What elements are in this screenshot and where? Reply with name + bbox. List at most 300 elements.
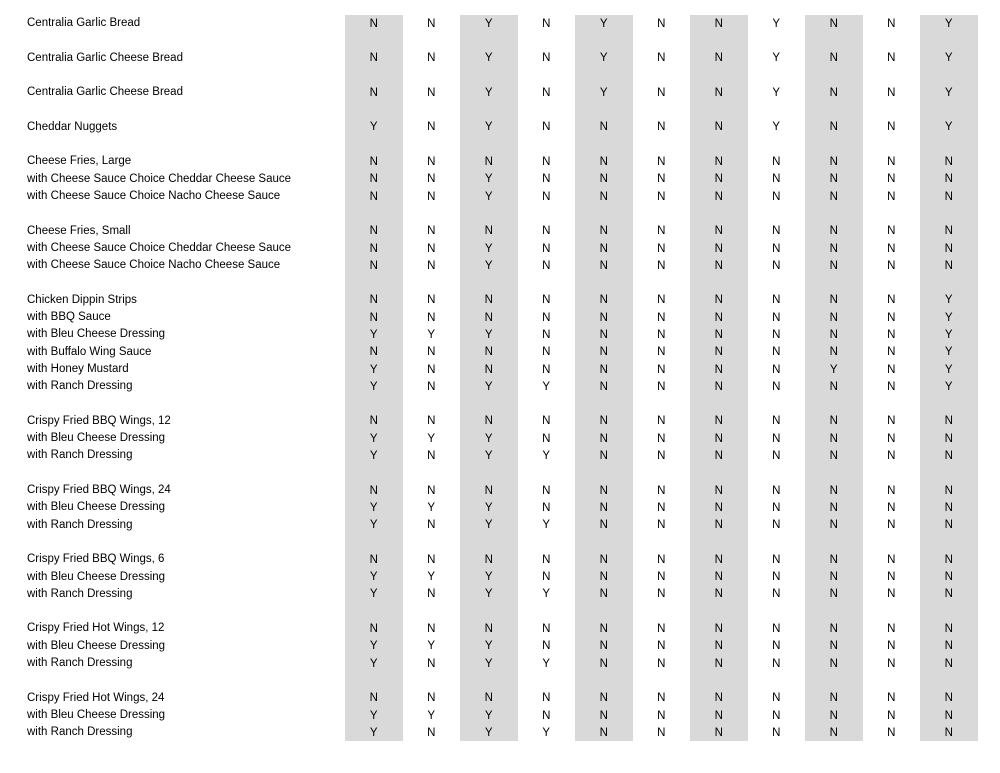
cell-value: N [805,326,863,343]
cell-value: N [805,690,863,707]
cell-value: N [690,551,748,568]
spacer-cell [518,465,576,482]
cell-value: Y [345,378,403,395]
cell-value: N [427,242,436,255]
cell-value: Y [345,447,403,464]
spacer-cell [345,136,403,153]
spacer-cell [920,603,978,620]
row-item-label: with Ranch Dressing [27,726,133,739]
cell-value: N [542,121,551,134]
cell-value: N [657,519,666,532]
table-row [0,517,1000,534]
cell-value: N [345,84,403,101]
row-item-label: with Ranch Dressing [27,587,133,600]
spacer-cell [920,534,978,551]
cell-value: N [772,311,781,324]
row-item-label: Crispy Fried BBQ Wings, 6 [27,553,165,566]
table-row [0,50,1000,67]
row-item-label: with Cheese Sauce Choice Cheddar Cheese Sauce [27,172,292,185]
cell-value: N [772,346,781,359]
spacer-row [0,67,1000,84]
row-item-label: with Bleu Cheese Dressing [27,570,166,583]
cell-value: N [887,311,896,324]
spacer-cell [575,32,633,49]
table-row [0,257,1000,274]
cell-value: N [542,709,551,722]
cell-value: N [542,553,551,566]
spacer-cell [633,136,691,153]
cell-value: Y [460,84,518,101]
cell-value: Y [460,569,518,586]
cell-value: N [772,173,781,186]
cell-value: Y [460,517,518,534]
cell-value: N [805,586,863,603]
cell-value: N [575,119,633,136]
cell-value: N [887,225,896,238]
spacer-cell [920,396,978,413]
cell-value: N [575,430,633,447]
cell-value: N [690,50,748,67]
cell-value: N [772,415,781,428]
cell-value: N [772,380,781,393]
spacer-cell [575,672,633,689]
cell-value: Y [460,378,518,395]
cell-value: N [920,188,978,205]
cell-value: N [460,413,518,430]
cell-value: N [887,242,896,255]
spacer-cell [805,205,863,222]
cell-value: N [345,171,403,188]
cell-value: N [805,413,863,430]
spacer-cell [920,67,978,84]
spacer-cell [748,101,806,118]
cell-value: N [887,692,896,705]
table-row [0,690,1000,707]
spacer-cell [863,465,921,482]
spacer-cell [518,101,576,118]
spacer-cell [345,32,403,49]
cell-value: N [887,501,896,514]
cell-value: N [772,363,781,376]
cell-value: N [657,432,666,445]
cell-value: N [772,640,781,653]
cell-value: N [772,294,781,307]
cell-value: Y [345,724,403,741]
table-row [0,153,1000,170]
spacer-cell [863,603,921,620]
spacer-row [0,396,1000,413]
cell-value: Y [460,655,518,672]
spacer-cell [690,274,748,291]
cell-value: N [805,171,863,188]
cell-value: N [772,259,781,272]
spacer-cell [805,672,863,689]
cell-value: Y [920,309,978,326]
cell-value: N [805,84,863,101]
cell-value: N [345,240,403,257]
cell-value: Y [460,447,518,464]
cell-value: N [542,294,551,307]
spacer-cell [518,205,576,222]
cell-value: N [887,657,896,670]
cell-value: N [542,692,551,705]
row-item-label: with Cheese Sauce Choice Nacho Cheese Sauce [27,259,281,272]
spacer-cell [460,534,518,551]
cell-value: N [575,326,633,343]
spacer-cell [633,603,691,620]
cell-value: N [690,309,748,326]
cell-value: Y [345,430,403,447]
cell-value: N [427,519,436,532]
cell-value: N [887,623,896,636]
spacer-cell [748,672,806,689]
spacer-cell [690,396,748,413]
spacer-cell [575,396,633,413]
cell-value: Y [460,724,518,741]
cell-value: N [427,553,436,566]
cell-value: N [920,430,978,447]
cell-value: N [345,223,403,240]
table-row [0,292,1000,309]
spacer-cell [920,274,978,291]
cell-value: N [427,450,436,463]
cell-value: N [690,724,748,741]
cell-value: N [805,257,863,274]
spacer-cell [690,534,748,551]
spacer-cell [863,274,921,291]
spacer-cell [920,136,978,153]
row-item-label: Crispy Fried Hot Wings, 24 [27,691,165,704]
cell-value: N [460,292,518,309]
table-row [0,119,1000,136]
cell-value: N [345,50,403,67]
spacer-cell [633,672,691,689]
cell-value: Y [920,344,978,361]
cell-value: N [772,553,781,566]
cell-value: Y [460,15,518,32]
spacer-cell [633,32,691,49]
cell-value: N [657,52,666,65]
spacer-cell [920,32,978,49]
spacer-cell [748,67,806,84]
spacer-row [0,534,1000,551]
row-item-label: with Ranch Dressing [27,518,133,531]
cell-value: N [542,311,551,324]
spacer-cell [863,534,921,551]
cell-value: N [690,344,748,361]
spacer-cell [805,465,863,482]
cell-value: N [920,499,978,516]
cell-value: N [542,501,551,514]
cell-value: N [690,378,748,395]
cell-value: N [657,363,666,376]
cell-value: N [887,156,896,169]
cell-value: N [690,586,748,603]
cell-value: Y [920,326,978,343]
cell-value: N [690,84,748,101]
spacer-cell [633,67,691,84]
cell-value: N [690,292,748,309]
cell-value: N [772,657,781,670]
cell-value: Y [920,15,978,32]
cell-value: N [690,240,748,257]
cell-value: N [575,517,633,534]
cell-value: N [690,499,748,516]
table-row [0,344,1000,361]
cell-value: N [920,447,978,464]
cell-value: N [460,223,518,240]
cell-value: N [805,620,863,637]
cell-value: N [772,225,781,238]
cell-value: N [920,724,978,741]
cell-value: Y [542,726,551,739]
cell-value: Y [345,361,403,378]
spacer-cell [690,465,748,482]
spacer-cell [518,136,576,153]
table-row [0,223,1000,240]
spacer-cell [633,465,691,482]
cell-value: N [887,363,896,376]
cell-value: N [345,309,403,326]
cell-value: Y [460,50,518,67]
cell-value: N [460,620,518,637]
cell-value: N [657,571,666,584]
spacer-cell [920,672,978,689]
cell-value: N [887,415,896,428]
cell-value: N [575,153,633,170]
table-row [0,15,1000,32]
table-row [0,378,1000,395]
cell-value: N [345,15,403,32]
cell-value: Y [345,638,403,655]
table-row [0,655,1000,672]
cell-value: N [657,190,666,203]
cell-value: N [887,726,896,739]
cell-value: Y [920,292,978,309]
cell-value: Y [345,569,403,586]
row-item-label: with Ranch Dressing [27,449,133,462]
cell-value: N [920,586,978,603]
cell-value: N [575,240,633,257]
cell-value: N [690,707,748,724]
cell-value: Y [460,326,518,343]
spacer-cell [345,465,403,482]
table-row [0,361,1000,378]
spacer-cell [345,603,403,620]
cell-value: N [345,413,403,430]
cell-value: Y [345,499,403,516]
spacer-cell [403,534,461,551]
spacer-cell [748,136,806,153]
row-item-label: with Cheese Sauce Choice Cheddar Cheese Sauce [27,241,292,254]
spacer-cell [345,67,403,84]
cell-value: N [345,344,403,361]
cell-value: Y [460,257,518,274]
cell-value: Y [345,119,403,136]
cell-value: N [345,620,403,637]
cell-value: N [920,153,978,170]
cell-value: Y [460,240,518,257]
cell-value: N [920,171,978,188]
cell-value: N [657,380,666,393]
cell-value: N [805,517,863,534]
spacer-cell [920,101,978,118]
cell-value: N [542,623,551,636]
cell-value: N [805,50,863,67]
cell-value: N [657,657,666,670]
cell-value: N [920,655,978,672]
spacer-cell [460,465,518,482]
cell-value: N [772,588,781,601]
cell-value: N [427,623,436,636]
cell-value: Y [542,450,551,463]
spacer-cell [518,274,576,291]
spacer-cell [575,603,633,620]
cell-value: N [805,15,863,32]
spacer-cell [403,136,461,153]
cell-value: N [772,709,781,722]
spacer-cell [748,32,806,49]
cell-value: Y [772,86,781,99]
cell-value: Y [772,52,781,65]
cell-value: N [690,257,748,274]
cell-value: Y [460,499,518,516]
cell-value: Y [427,640,436,653]
cell-value: Y [427,432,436,445]
cell-value: Y [345,655,403,672]
spacer-cell [460,396,518,413]
cell-value: N [345,153,403,170]
spacer-cell [403,101,461,118]
cell-value: N [542,173,551,186]
row-item-label: with Bleu Cheese Dressing [27,501,166,514]
spacer-cell [920,205,978,222]
cell-value: N [657,259,666,272]
cell-value: N [887,640,896,653]
row-item-label: Centralia Garlic Bread [27,17,141,29]
spacer-cell [863,32,921,49]
row-item-label: Cheddar Nuggets [27,120,118,133]
cell-value: N [887,709,896,722]
cell-value: N [575,309,633,326]
spacer-cell [403,396,461,413]
spacer-row [0,274,1000,291]
cell-value: Y [345,707,403,724]
spacer-cell [633,396,691,413]
cell-value: N [690,223,748,240]
cell-value: N [772,328,781,341]
row-item-label: with Ranch Dressing [27,380,133,393]
spacer-cell [748,396,806,413]
cell-value: N [805,638,863,655]
cell-value: N [805,292,863,309]
spacer-cell [690,672,748,689]
cell-value: N [920,517,978,534]
spacer-row [0,101,1000,118]
cell-value: N [772,519,781,532]
row-item-label: with Bleu Cheese Dressing [27,708,166,721]
spacer-cell [403,67,461,84]
cell-value: N [542,415,551,428]
cell-value: Y [920,361,978,378]
cell-value: Y [427,501,436,514]
cell-value: N [805,378,863,395]
cell-value: N [887,259,896,272]
cell-value: N [542,259,551,272]
cell-value: Y [345,517,403,534]
cell-value: N [920,413,978,430]
row-item-label: Cheese Fries, Small [27,224,131,237]
cell-value: N [805,707,863,724]
spacer-cell [748,205,806,222]
cell-value: N [575,223,633,240]
cell-value: N [657,484,666,497]
cell-value: N [657,121,666,134]
spacer-cell [805,396,863,413]
cell-value: N [575,292,633,309]
cell-value: N [657,156,666,169]
cell-value: N [690,620,748,637]
table-row [0,569,1000,586]
cell-value: N [805,223,863,240]
cell-value: N [460,309,518,326]
cell-value: N [575,569,633,586]
table-row [0,724,1000,741]
row-item-label: Chicken Dippin Strips [27,293,137,306]
spacer-cell [805,101,863,118]
cell-value: N [920,551,978,568]
cell-value: N [427,311,436,324]
spacer-cell [575,534,633,551]
cell-value: N [657,588,666,601]
spacer-cell [403,672,461,689]
row-item-label: with Buffalo Wing Sauce [27,345,152,358]
cell-value: N [427,225,436,238]
cell-value: N [887,173,896,186]
cell-value: N [427,363,436,376]
cell-value: N [690,413,748,430]
cell-value: N [690,430,748,447]
spacer-cell [863,396,921,413]
cell-value: N [772,432,781,445]
spacer-cell [575,465,633,482]
cell-value: N [427,380,436,393]
spacer-cell [460,67,518,84]
cell-value: N [772,623,781,636]
cell-value: N [575,551,633,568]
spacer-cell [748,465,806,482]
cell-value: N [805,309,863,326]
cell-value: N [427,346,436,359]
spacer-cell [345,672,403,689]
cell-value: Y [460,430,518,447]
cell-value: Y [460,586,518,603]
cell-value: N [575,655,633,672]
cell-value: N [805,188,863,205]
cell-value: N [690,447,748,464]
spacer-row [0,465,1000,482]
cell-value: N [690,569,748,586]
cell-value: N [805,447,863,464]
cell-value: N [575,378,633,395]
table-row [0,499,1000,516]
cell-value: Y [460,707,518,724]
cell-value: N [690,119,748,136]
cell-value: N [542,432,551,445]
spacer-cell [518,534,576,551]
cell-value: N [657,640,666,653]
cell-value: Y [920,50,978,67]
